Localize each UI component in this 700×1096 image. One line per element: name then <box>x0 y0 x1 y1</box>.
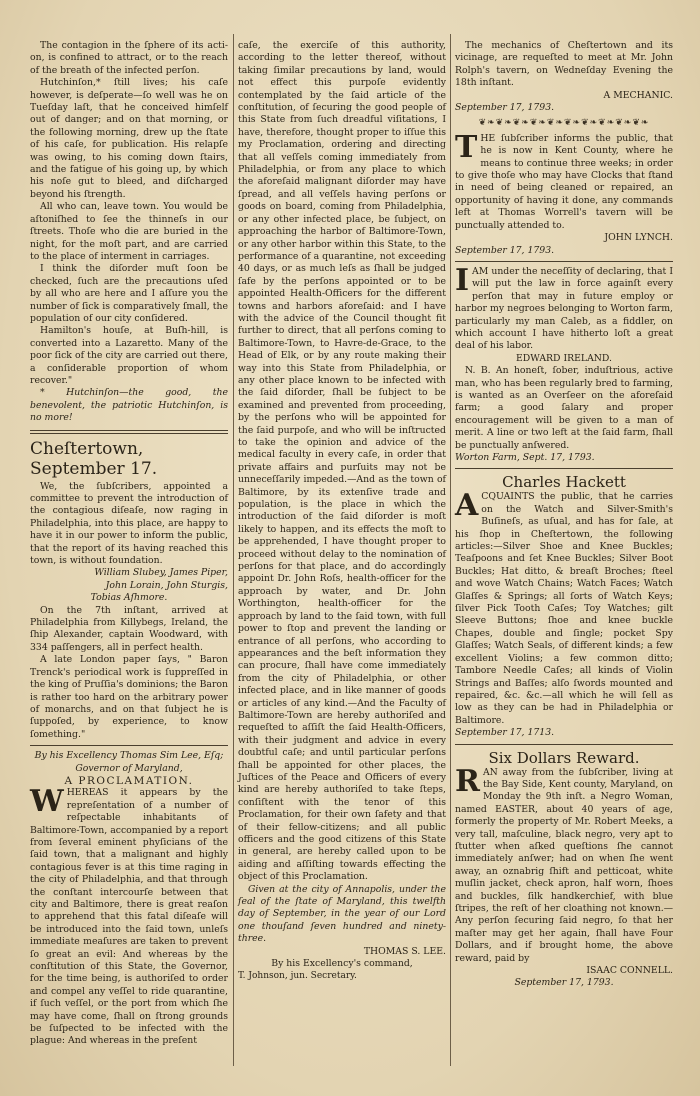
paragraph: caſe, the exerciſe of this authority, according to the letter thereof, without taking ſimilar precautions by land, would not effect this purpoſe evidently contemplated by the ſaid article of the conſtitution, of ſecuring the good people of this State from ſuch dreadful viſitations, I have, therefore, thought proper to iſſue this my Proclamation, ordering and directing that all veſſels coming immediately from Philadelphia, or from any place to which the aforeſaid malignant diſorder may have ſpread, and all veſſels having perſons or goods on board, coming from Philadelphia, or any other infected place, be ſubject, on approaching the harbor of Baltimore-Town, or any other harbor within this State, to the performance of a quarantine, not exceeding 40 days, or as much leſs as ſhall be judged ſafe by the perſons appointed or to be appointed Health-Officers for the different towns and harbors aforeſaid: and I have with the advice of the Council thought fit further to direct, that all perſons coming to Baltimore-Town, to Havre-de-Grace, to the Head of Elk, or by any route making their way into this State from Philadelphia, or any other place known to be infected with the ſaid diſorder, ſhall be ſubject to be examined and prevented from proceeding, by the perſons who will be appointed for the ſaid purpoſe, and who will be inſtructed to take the opinion and advice of the medical faculty in every caſe, in order that private affairs and purſuits may not be unneceſſarily impeded.—And as the town of Baltimore, by its extenſive trade and population, is the place in which the introduction of the ſaid diſorder is moſt likely to happen, and its effects the moſt to be apprehended, I have thought proper to proceed without delay to the nomination of perſons for that place, and do accordingly appoint Dr. John Roſs, health-officer for the approach by water, and Dr. John Worthington, health-officer for the approach by land to the ſaid town, with full power to ſtop and prevent the landing or entrance of all perſons, who according to appearances and the beſt information they can procure, ſhall have come immediately from the city of Philadelphia, or other infected place, and in like manner of goods or articles of any kind.—And the Faculty of Baltimore-Town are hereby authoriſed and requeſted to aſſiſt the ſaid Health-Officers, with their judgment and advice in every doubtful caſe; and until particular perſons ſhall be appointed for other places, the Juſtices of the Peace and Officers of every kind are hereby authoriſed to take ſteps, conſiſtent with the tenor of this Proclamation, for their own ſafety and that of their fellow-citizens; and all public officers and the good citizens of this State in general, are hereby called upon to be aiding and aſſiſting towards effecting the object of this Proclamation. <box>238 40 446 883</box>
signature: John Lorain, John Sturgis, <box>105 579 228 591</box>
drop-cap: R <box>455 763 480 799</box>
advert-text: AM under the neceſſity of declaring, that I will put the law in force againſt every perſon that may in future employ or harbor my negroes belonging to Worton farm, particularly my man Caleb, as a fiddler, on which account I have hitherto loſt a great deal of his labor. <box>455 265 673 352</box>
dateline: September 17, 1793. <box>455 244 555 256</box>
ornament-divider: ❦❧❦❧❦❧❦❧❦❧❦❧❦❧❦❧❦❧❦❧ <box>478 118 650 129</box>
signature: EDWARD IRELAND. <box>515 352 612 364</box>
signature: William Slubey, James Piper, <box>94 567 228 579</box>
signature: A MECHANIC. <box>603 89 673 101</box>
paragraph: We, the ſubſcribers, appointed a committee to prevent the introduction of the contagious diſeaſe, now raging in Philadelphia, into this place, are happy to have it in our power to inform the public, that the report of its having reached this town, is without foundation. <box>30 480 228 567</box>
command-line: By his Excellency's command, <box>271 958 413 970</box>
advert-text: HE ſubſcriber informs the public, that he is now in Kent County, where he means to continue three weeks; in order to give thoſe who may have Clocks that ſtand in need of being cleaned or repaired, an opportunity of having it done, any commands left at Thomas Worrell's tavern will be punctually attended to. <box>455 132 673 231</box>
advert-lynch <box>455 129 673 232</box>
paragraph: On the 7th inſtant, arrived at Philadelphia from Killybegs, Ireland, the ſhip Alexander, captain Woodward, with 334 paſſengers, all in perfect health. <box>30 604 228 653</box>
paragraph: Hutchinſon,* ſtill lives; his caſe however, is deſperate—ſo well was he on Tueſday laſt, that he conceived himſelf out of danger; and on that morning, or the following morning, drew up the ſtate of his caſe, for publication. His relapſe was owing, to his coming down ſtairs, and the fatigue of his going up, by which his noſe gut to bleed, and diſcharged beyond his ſtrength. <box>30 77 228 200</box>
divider <box>455 744 673 745</box>
divider <box>455 468 673 469</box>
secretary-line: T. Johnson, jun. Secretary. <box>238 971 357 982</box>
signature: JOHN LYNCH. <box>604 232 673 244</box>
footnote: * Hutchinſon—the good, the benevolent, the patriotic Hutchinſon, is no more! <box>30 387 228 424</box>
dateline: September 17, 1713. <box>455 727 555 739</box>
dateline: September 17, 1793. <box>455 102 555 114</box>
advert-heading: Charles Hackett <box>502 473 626 492</box>
divider <box>30 745 228 746</box>
paragraph: A late London paper ſays, " Baron Trenck's periodical work is ſuppreſſed in the king of Pruſſia's dominions; the Baron is rather too hard on the arbitrary power of monarchs, and on that ſubject he is ſuppoſed, by experience, to know ſomething." <box>30 654 228 740</box>
column-3 <box>455 40 673 990</box>
proclamation-text: HEREAS it appears by the repreſentation of a number of reſpectable inhabitants of Baltimore-Town, accompanied by a report from ſeveral eminent phyſicians of the ſaid town, that a malignant and highly contagious fever is at this time raging in the city of Philadelphia, and that through the conſtant intercourſe between that city and Baltimore, there is great reaſon to apprehend that this fatal diſeaſe will be introduced into the ſaid town, unleſs immediate meaſures are taken to prevent ſo great an evil: And whereas by the conſtitution of this State, the Governor, for the time being, is authoriſed to order and compel any veſſel to ride quarantine, if ſuch veſſel, or the port from which ſhe may have come, ſhall on ſtrong grounds be ſuſpected to be infected with the plague: And whereas in the preſent <box>30 787 228 1047</box>
advert-reward <box>455 763 673 966</box>
signer: THOMAS S. LEE. <box>363 945 446 957</box>
column-1 <box>30 40 228 1048</box>
advert-heading: Six Dollars Reward. <box>488 748 640 767</box>
advert-text: CQUAINTS the public, that he carries on the Watch and Silver-Smith's Buſineſs, as uſual, and has for ſale, at his ſhop in Cheſtertown, the following articles:—Silver Shoe and Knee Buckles; Teaſpoons and ſet Knee Buckles; Silver Boot Buckles; Hat ditto, & breaſt Broches; ſteel and wove Watch Chains; Watch Faces; Watch Glaſſes & Springs; all ſorts of Watch Keys; ſilver Pick Tooth Caſes; Toy Watches; gilt Sleeve Buttons; ſhoe and knee buckle Chapes, double and ſingle; pocket Spy Glaſſes; Watch Seals, of different kinds; a few excellent Violins; a few common ditto; Tambore Needle Caſes; all kinds of Violin Strings and Baſſes; alſo ſwords mounted and repaired, &c. &c.—all which he will ſell as low as they can be had in Philadelphia or Baltimore. <box>455 491 673 726</box>
paragraph: Hamilton's houſe, at Buſh-hill, is converted into a Lazaretto. Many of the poor ſick of the city are carried out there, a conſiderable proportion of whom recover." <box>30 325 228 386</box>
drop-cap: I <box>455 262 470 298</box>
dateline: September 17, 1793. <box>514 977 614 989</box>
column-rule <box>233 34 234 1066</box>
advert-text: AN away from the ſubſcriber, living at the Bay Side, Kent county, Maryland, on Monday the 9th inſt. a Negro Woman, named EASTER, about 40 years of age, formerly the property of Mr. Robert Meeks, a very tall, maſculine, black negro, very apt to ſtutter when aſked queſtions ſhe cannot immediately anſwer; had on when ſhe went away, an oznabrig ſhift and petticoat, white muſlin jacket, check apron, half worn, ſhoes and buckles, ſilk handkerchief, with blue ſtripes, the reſt of her cloathing not known.—Any perſon ſecuring ſaid negro, ſo that her maſter may get her again, ſhall have Four Dollars, and if brought home, the above reward, paid by <box>455 766 673 964</box>
signature: ISAAC CONNELL. <box>586 965 673 977</box>
paragraph: I think the diſorder muſt ſoon be checked, ſuch are the precautions uſed by all who are here and I aſſure you the number of ſick is comparatively ſmall, the population of our city conſidered. <box>30 263 228 324</box>
proclamation-body <box>30 784 228 1048</box>
paragraph: The contagion in the ſphere of its acti-on, is confined to attract, or to the reach of the breath of the infected perſon. <box>30 40 228 76</box>
dateline: Worton Farm, Sept. 17, 1793. <box>455 452 595 463</box>
column-rule <box>450 34 451 1066</box>
paragraph: All who can, leave town. You would be aſtoniſhed to ſee the thinneſs in our ſtreets. Thoſe who die are buried in the night, for the moſt part, and are carried to the place of interment in carriages. <box>30 201 228 262</box>
divider <box>455 261 673 262</box>
advert-hackett <box>455 488 673 727</box>
drop-cap: W <box>30 784 64 820</box>
divider <box>30 430 228 434</box>
drop-cap: A <box>455 488 479 524</box>
dateline-heading: Cheſtertown, September 17. <box>30 438 158 479</box>
proclamation-title: A PROCLAMATION. <box>64 774 194 787</box>
signature: Tobias Aſhmore. <box>90 592 168 604</box>
advert-ireland <box>455 262 673 353</box>
given-line: Given at the city of Annapolis, under the ſeal of the ſtate of Maryland, this twelfth day of September, in the year of our Lord one thouſand ſeven hundred and ninety-three. <box>238 883 446 945</box>
paragraph: The mechanics of Cheſtertown and its vicinage, are requeſted to meet at Mr. John Rolph's tavern, on Wedneſday Evening the 18th inſtant. <box>455 40 673 89</box>
column-2 <box>238 40 446 983</box>
proclamation-byline: By his Excellency Thomas Sim Lee, Eſq; Governor of Maryland, <box>34 750 224 774</box>
drop-cap: T <box>455 129 478 165</box>
paragraph: N. B. An honeſt, ſober, induſtrious, active man, who has been regularly bred to farming, is wanted as an Overſeer on the aforeſaid farm; a good ſalary and proper encouragement will be given to a man of merit. A line or two left at the ſaid farm, ſhall be punctually anſwered. <box>455 365 673 451</box>
